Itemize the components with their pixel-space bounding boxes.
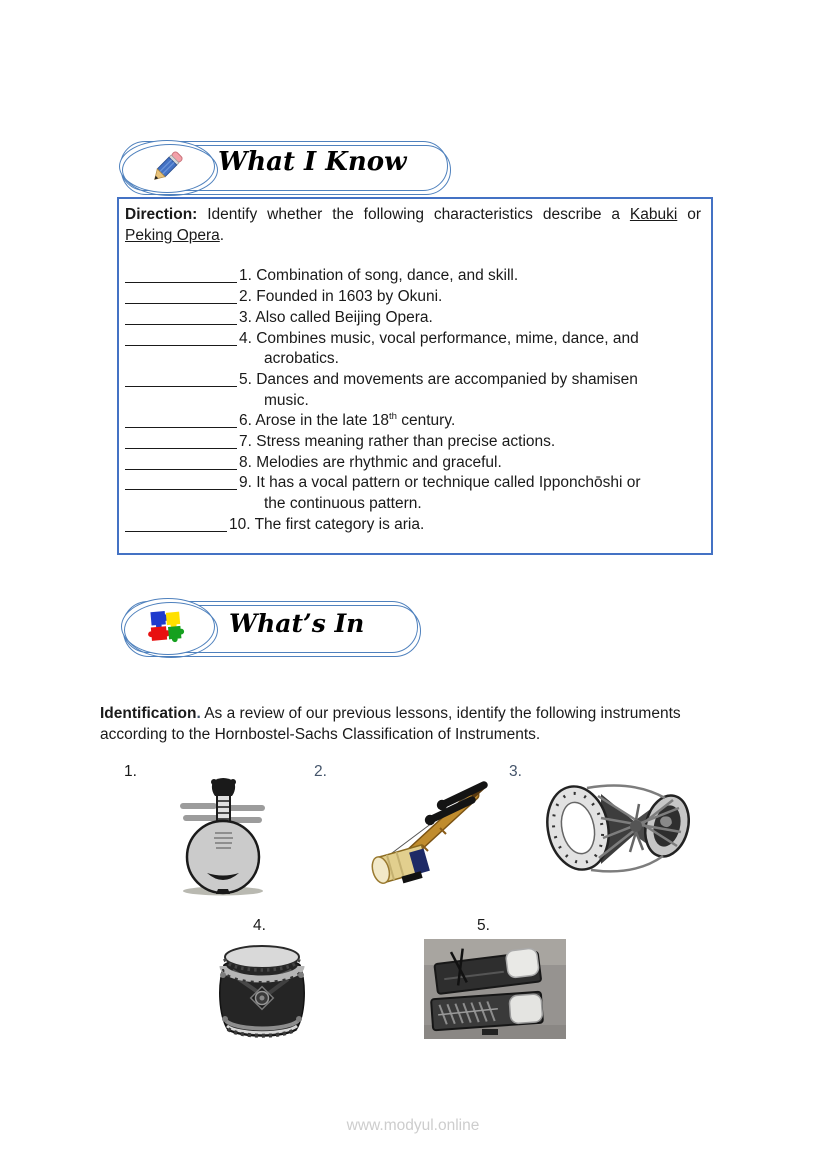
answer-blank bbox=[125, 411, 237, 428]
instrument-number-2: 2. bbox=[314, 763, 327, 780]
instrument-number-5: 5. bbox=[477, 917, 490, 934]
question-row bbox=[125, 515, 701, 536]
answer-blank bbox=[125, 308, 237, 325]
answer-blank bbox=[125, 266, 237, 283]
question-text: 3. Also called Beijing Opera. bbox=[239, 308, 433, 326]
question-row bbox=[125, 287, 701, 308]
barrel-drum-image bbox=[212, 941, 312, 1041]
answer-blank bbox=[125, 473, 237, 490]
pencil-oval bbox=[119, 140, 215, 193]
instrument-number-1: 1. bbox=[124, 763, 137, 780]
question-text: 5. Dances and movements are accompanied by shamisen bbox=[239, 370, 638, 388]
question-text-continuation: the continuous pattern. bbox=[264, 495, 422, 513]
question-text: 8. Melodies are rhythmic and graceful. bbox=[239, 453, 502, 471]
answer-blank bbox=[125, 432, 237, 449]
answer-blank bbox=[125, 287, 237, 304]
answer-blank bbox=[125, 515, 227, 532]
direction-label: Direction: bbox=[125, 206, 198, 223]
identification-line2: according to the Hornbostel-Sachs Classification of Instruments. bbox=[100, 725, 541, 743]
what-i-know-title: What I Know bbox=[218, 147, 407, 177]
question-text: 7. Stress meaning rather than precise actions. bbox=[239, 433, 556, 451]
whats-in-title: What’s In bbox=[229, 609, 365, 638]
question-text: 6. Arose in the late 18th century. bbox=[239, 411, 456, 430]
direction-part: . bbox=[219, 226, 225, 244]
answer-blank bbox=[125, 370, 237, 387]
identification-label: Identification bbox=[100, 705, 197, 722]
identification-text: As a review of our previous lessons, identify the following instruments bbox=[200, 705, 681, 722]
question-row bbox=[125, 473, 701, 494]
two-string-fiddle-image bbox=[360, 771, 508, 886]
question-text: 4. Combines music, vocal performance, mime, dance, and bbox=[239, 329, 639, 347]
direction-part: or bbox=[677, 206, 701, 223]
answer-blank bbox=[125, 329, 237, 346]
puzzle-icon bbox=[147, 606, 189, 648]
instrument-number-4: 4. bbox=[253, 917, 266, 934]
question-row bbox=[125, 266, 701, 287]
footer-watermark: www.modyul.online bbox=[346, 1117, 480, 1134]
direction-part: Identify whether the following characteristics describe a bbox=[197, 206, 630, 223]
free-reed-pipes-photo-image bbox=[424, 939, 566, 1039]
question-text: 2. Founded in 1603 by Okuni. bbox=[239, 288, 443, 306]
term-peking-opera: Peking Opera bbox=[125, 226, 220, 244]
question-text-continuation: music. bbox=[264, 391, 309, 409]
identification-paragraph bbox=[100, 704, 732, 745]
direction-box bbox=[117, 197, 713, 555]
question-row bbox=[125, 411, 701, 432]
question-row bbox=[125, 370, 701, 391]
question-row bbox=[125, 453, 701, 474]
instrument-number-3: 3. bbox=[509, 763, 522, 780]
identification-line1 bbox=[100, 704, 732, 725]
direction-text bbox=[125, 205, 701, 246]
question-row bbox=[125, 308, 701, 329]
question-row bbox=[125, 432, 701, 453]
answer-blank bbox=[125, 453, 237, 470]
identification-period: . bbox=[196, 705, 201, 722]
moon-lute-image bbox=[170, 777, 277, 897]
puzzle-oval bbox=[121, 598, 215, 655]
know-question-list bbox=[125, 266, 701, 535]
question-text: 10. The first category is aria. bbox=[229, 515, 425, 533]
question-text: 1. Combination of song, dance, and skill. bbox=[239, 267, 519, 285]
hourglass-drum-image bbox=[543, 776, 695, 882]
term-kabuki: Kabuki bbox=[629, 206, 678, 223]
question-row bbox=[125, 329, 701, 350]
pencil-icon bbox=[145, 145, 189, 189]
question-text-continuation: acrobatics. bbox=[264, 350, 339, 368]
question-text: 9. It has a vocal pattern or technique called Ipponchōshi or bbox=[239, 474, 641, 492]
